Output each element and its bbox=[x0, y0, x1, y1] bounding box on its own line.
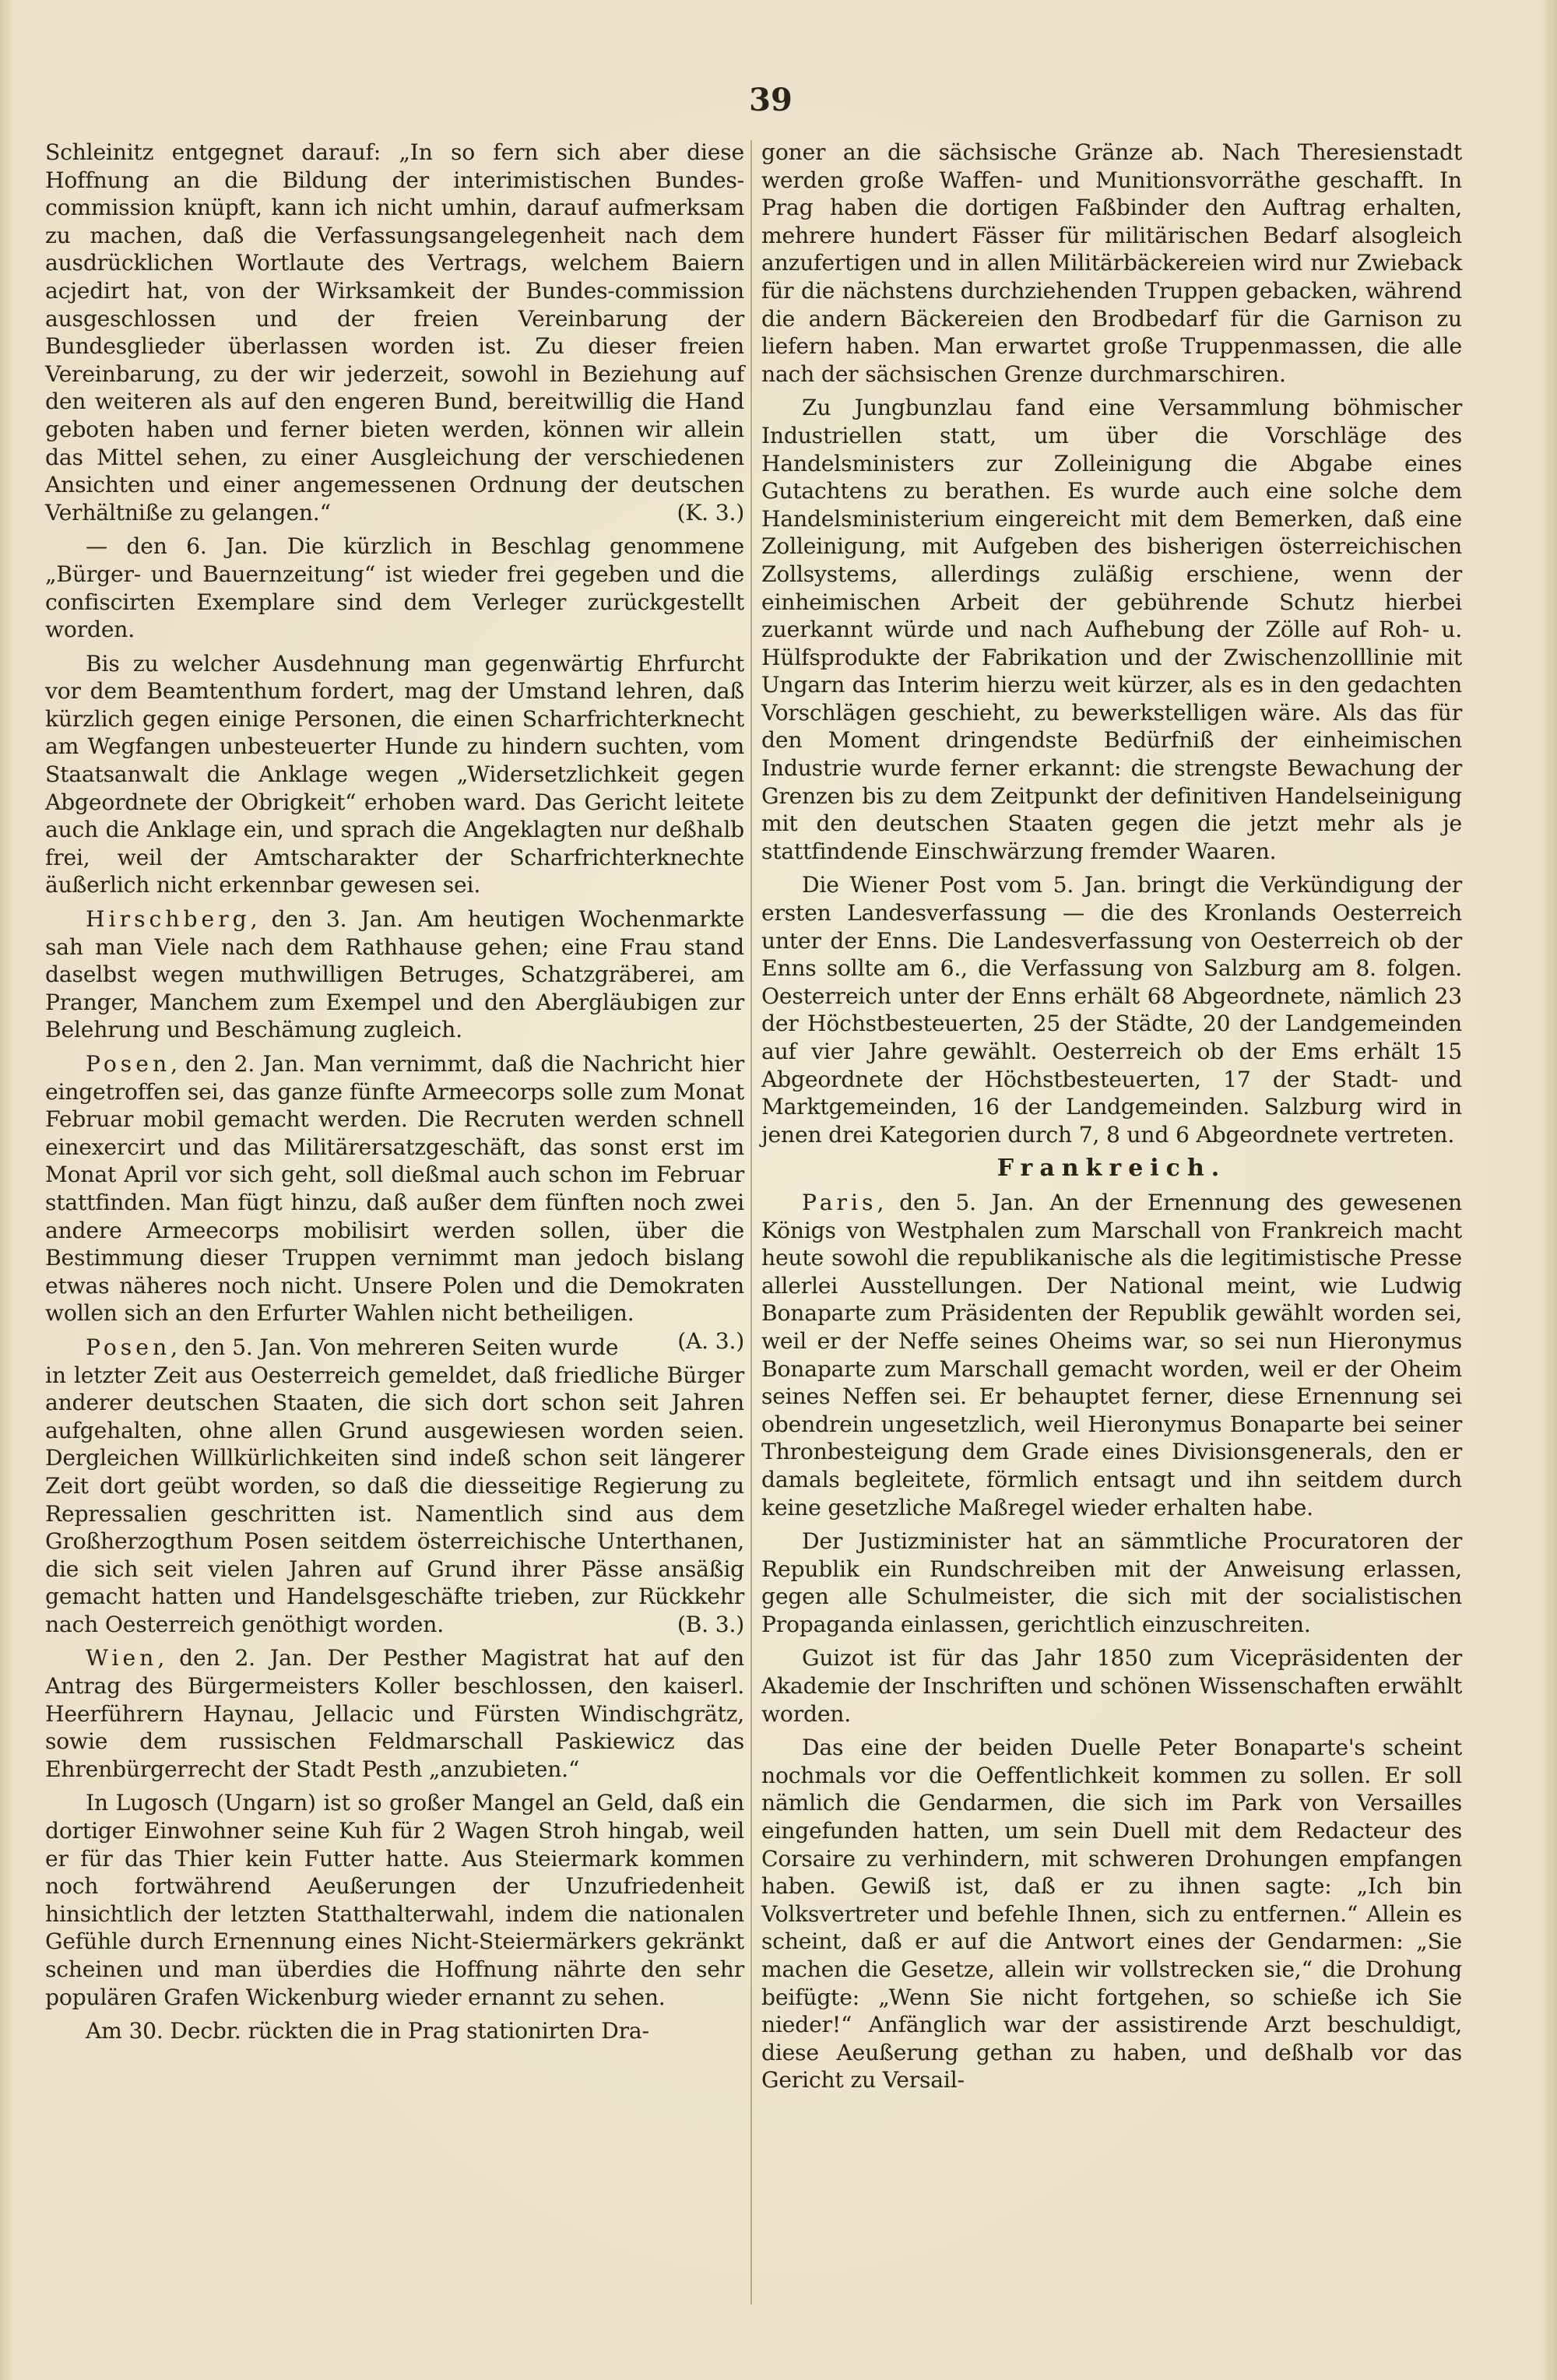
article-paragraph bbox=[761, 871, 1462, 1148]
page-edge-left bbox=[0, 0, 14, 2380]
dateline-place: Posen bbox=[86, 1051, 171, 1077]
paragraph-text: In Lugosch (Ungarn) ist so großer Mangel an Geld, daß ein dortiger Einwohner seine Kuh für 2 Wagen Stroh hingab, weil er für das Thier kein Futter hatte. Aus Steiermark kommen noch fortwährend Aeußerungen der Unzufriedenheit hinsichtlich der letzten Statthalterwahl, indem die nationalen Gefühle durch Ernennung eines Nicht-Steiermärkers gekränkt scheinen und man überdies die Hoffnung nährte den sehr populären Grafen Wickenburg wieder ernannt zu sehen. bbox=[45, 1790, 744, 2010]
article-paragraph bbox=[761, 1189, 1462, 1521]
article-paragraph bbox=[761, 1527, 1462, 1638]
paragraph-text: Das eine der beiden Duelle Peter Bonaparte's scheint nochmals vor die Oeffentlichkeit kommen zu sollen. Er soll nämlich die Gendarmen, die sich im Park von Versailles eingefunden hatten, um sein Duell mit dem Redacteur des Corsaire zu verhindern, mit schweren Drohungen empfangen haben. Gewiß ist, daß er zu ihnen sagte: „Ich bin Volksvertreter und befehle Ihnen, sich zu entfernen.“ Allein es scheint, daß er auf die Antwort eines der Gendarmen: „Sie machen die Gesetze, allein wir vollstrecken sie,“ die Drohung beifügte: „Wenn Sie nicht fortgehen, so schieße ich Sie nieder!“ Anfänglich war der assistirende Arzt beschuldigt, diese Aeußerung gethan zu haben, und deßhalb vor das Gericht zu Versail- bbox=[761, 1735, 1462, 2093]
paragraph-text: , den 2. Jan. Man vernimmt, daß die Nachricht hier eingetroffen sei, das ganze fünfte Armeecorps solle zum Monat Februar mobil gemacht werden. Die Recruten werden schnell einexercirt und das Militärersatzgeschäft, das sonst erst im Monat April vor sich geht, soll dießmal auch schon im Februar stattfinden. Man fügt hinzu, daß außer dem fünften noch zwei andere Armeecorps mobilisirt werden sollen, über die Bestimmung dieser Truppen vernimmt man jedoch bislang etwas näheres noch nicht. Unsere Polen und die Demokraten wollen sich an den Erfurter Wahlen nicht betheiligen. bbox=[45, 1051, 744, 1327]
paragraph-text: , den 5. Jan. Von mehreren Seiten wurde in letzter Zeit aus Oesterreich gemeldet, daß friedliche Bürger anderer deutschen Staaten, die sich dort schon seit Jahren aufgehalten, ohne allen Grund ausgewiesen worden seien. Dergleichen Willkürlichkeiten sind indeß schon seit längerer Zeit dort geübt worden, so daß die diesseitige Regierung zu Repressalien geschritten ist. Namentlich sind aus dem Großherzogthum Posen seitdem österreichische Unterthanen, die sich seit vielen Jahren auf Grund ihrer Pässe ansäßig gemacht hatten und Handelsgeschäfte trieben, zur Rückkehr nach Oesterreich genöthigt worden. bbox=[45, 1334, 744, 1637]
paragraph-text: , den 3. Jan. Am heutigen Wochenmarkte sah man Viele nach dem Rathhause gehen; eine Frau stand daselbst wegen muthwilligen Betruges, Schatzgräberei, am Pranger, Manchem zum Exempel und den Abergläubigen zur Belehrung und Beschämung zugleich. bbox=[45, 906, 744, 1043]
dateline-place: Paris bbox=[802, 1189, 877, 1215]
page-number: 39 bbox=[749, 82, 793, 118]
paragraph-text: Zu Jungbunzlau fand eine Versammlung böhmischer Industriellen statt, um über die Vorschläge des Handelsministers zur Zolleinigung die Abgabe eines Gutachtens zu berathen. Es wurde auch eine solche dem Handelsministerium eingereicht mit dem Bemerken, daß eine Zolleinigung, mit Aufgeben des bisherigen österreichischen Zollsystems, allerdings zuläßig erschiene, wenn der einheimischen Arbeit der gebührende Schutz hierbei zuerkannt würde und nach Aufhebung der Zölle auf Roh- u. Hülfsprodukte der Fabrikation und der Zwischenzolllinie mit Ungarn das Interim hierzu weit kürzer, als es in den gedachten Vorschlägen geschieht, zu bewerkstelligen wäre. Als das für den Moment dringendste Bedürfniß der einheimischen Industrie wurde ferner erkannt: die strengste Bewachung der Grenzen bis zu dem Zeitpunkt der definitiven Handelseinigung mit den deutschen Staaten gegen die jetzt mehr als je stattfindende Einschwärzung fremder Waaren. bbox=[761, 395, 1462, 864]
paragraph-text: , den 2. Jan. Der Pesther Magistrat hat auf den Antrag des Bürgermeisters Koller beschlossen, den kaiserl. Heerführern Haynau, Jellacic und Fürsten Windischgrätz, sowie dem russischen Feldmarschall Paskiewicz das Ehrenbürgerrecht der Stadt Pesth „anzubieten.“ bbox=[45, 1645, 744, 1782]
page-edge-right bbox=[1540, 0, 1557, 2380]
paragraph-text: goner an die sächsische Gränze ab. Nach Theresienstadt werden große Waffen- und Munitionsvorräthe geschafft. In Prag haben die dortigen Faßbinder den Auftrag erhalten, mehrere hundert Fässer für militärischen Bedarf alsogleich anzufertigen und in allen Militärbäckereien wird nur Zwieback für die nächstens durchziehenden Truppen gebacken, während die andern Bäckereien den Brodbedarf für die Garnison zu liefern haben. Man erwartet große Truppenmassen, die alle nach der sächsischen Grenze durchmarschiren. bbox=[761, 139, 1462, 387]
paragraph-text: Bis zu welcher Ausdehnung man gegenwärtig Ehrfurcht vor dem Beamtenthum fordert, mag der Umstand lehren, daß kürzlich gegen einige Personen, die einen Scharfrichterknecht am Wegfangen unbesteuerter Hunde zu hindern suchten, vom Staatsanwalt die Anklage wegen „Widersetzlichkeit gegen Abgeordnete der Obrigkeit“ erhoben ward. Das Gericht leitete auch die Anklage ein, und sprach die Angeklagten nur deßhalb frei, weil der Amtscharakter der Scharfrichterknechte äußerlich nicht erkennbar gewesen sei. bbox=[45, 650, 744, 898]
column-divider bbox=[750, 140, 752, 2304]
article-paragraph bbox=[45, 1789, 744, 2011]
paragraph-text: Schleinitz entgegnet darauf: „In so fern sich aber diese Hoffnung an die Bildung der interimistischen Bundes-commission knüpft, kann ich nicht umhin, darauf aufmerksam zu machen, daß die Verfassungsangelegenheit nach dem ausdrücklichen Wortlaute des Vertrags, welchem Baiern acjedirt hat, von der Wirksamkeit der Bundes-commission ausgeschlossen und der freien Vereinbarung der Bundesglieder überlassen worden ist. Zu dieser freien Vereinbarung, zu der wir jederzeit, sowohl in Beziehung auf den weiteren als auf den engeren Bund, bereitwillig die Hand geboten haben und ferner bieten werden, können wir allein das Mittel sehen, zu einer Ausgleichung der verschiedenen Ansichten und einer angemessenen Ordnung der deutschen Verhältniße zu gelangen.“ bbox=[45, 139, 744, 526]
article-paragraph bbox=[761, 139, 1462, 388]
article-paragraph bbox=[45, 1334, 744, 1639]
paragraph-text: , den 5. Jan. An der Ernennung des gewesenen Königs von Westphalen zum Marschall von Frankreich macht heute sowohl die republikanische als die legitimistische Presse allerlei Ausstellungen. Der National meint, wie Ludwig Bonaparte zum Präsidenten der Republik gewählt worden sei, weil er der Neffe seines Oheims war, so sei nun Hieronymus Bonaparte zum Marschall gemacht worden, weil er der Oheim seines Neffen sei. Er behauptet ferner, diese Ernennung sei obendrein ungesetzlich, weil Hieronymus Bonaparte bei seiner Thronbesteigung dem Grade eines Divisionsgenerals, den er damals begleitete, förmlich entsagt und ihn seitdem durch keine gesetzliche Maßregel wieder erhalten habe. bbox=[761, 1189, 1462, 1520]
article-paragraph bbox=[45, 1644, 744, 1783]
article-paragraph bbox=[45, 905, 744, 1044]
article-paragraph bbox=[761, 1734, 1462, 2094]
source-signature: (B. 3.) bbox=[677, 1611, 744, 1637]
article-paragraph bbox=[45, 1050, 744, 1354]
dateline-place: Wien bbox=[86, 1645, 158, 1672]
article-paragraph bbox=[761, 394, 1462, 865]
paragraph-text: Der Justizminister hat an sämmtliche Procuratoren der Republik ein Rundschreiben mit der Anweisung erlassen, gegen alle Schulmeister, die sich mit der socialistischen Propaganda einlassen, gerichtlich einzuschreiten. bbox=[761, 1528, 1462, 1637]
paragraph-text: Am 30. Decbr. rückten die in Prag stationirten Dra- bbox=[86, 2018, 649, 2044]
article-paragraph bbox=[45, 2017, 744, 2045]
article-paragraph bbox=[45, 650, 744, 899]
paragraph-text: Die Wiener Post vom 5. Jan. bringt die Verkündigung der ersten Landesverfassung — die des Kronlands Oesterreich unter der Enns. Die Landesverfassung von Oesterreich ob der Enns sollte am 6., die Verfassung von Salzburg am 8. folgen. Oesterreich unter der Enns erhält 68 Abgeordnete, nämlich 23 der Höchstbesteuerten, 25 der Städte, 20 der Landgemeinden auf vier Jahre gewählt. Oesterreich ob der Ems erhält 15 Abgeordnete der Höchstbesteuerten, 17 der Stadt- und Marktgemeinden, 16 der Landgemeinden. Salzburg wird in jenen drei Kategorien durch 7, 8 und 6 Abgeordnete vertreten. bbox=[761, 872, 1462, 1148]
article-paragraph bbox=[45, 533, 744, 643]
left-column bbox=[45, 139, 744, 2051]
dateline-place: Hirschberg bbox=[86, 906, 251, 933]
article-paragraph bbox=[761, 1644, 1462, 1728]
paragraph-text: Guizot ist für das Jahr 1850 zum Vicepräsidenten der Akademie der Inschriften und schönen Wissenschaften erwählt worden. bbox=[761, 1645, 1462, 1727]
section-heading-france: Frankreich. bbox=[996, 1155, 1227, 1183]
dateline-place: Posen bbox=[86, 1334, 171, 1360]
right-column bbox=[761, 139, 1462, 2101]
paragraph-text: — den 6. Jan. Die kürzlich in Beschlag genommene „Bürger- und Bauernzeitung“ ist wieder frei gegeben und die confiscirten Exemplare sind dem Verleger zurückgestellt worden. bbox=[45, 533, 744, 643]
source-signature: (K. 3.) bbox=[677, 499, 744, 526]
source-signature: (A. 3.) bbox=[677, 1327, 744, 1354]
article-paragraph bbox=[45, 139, 744, 526]
